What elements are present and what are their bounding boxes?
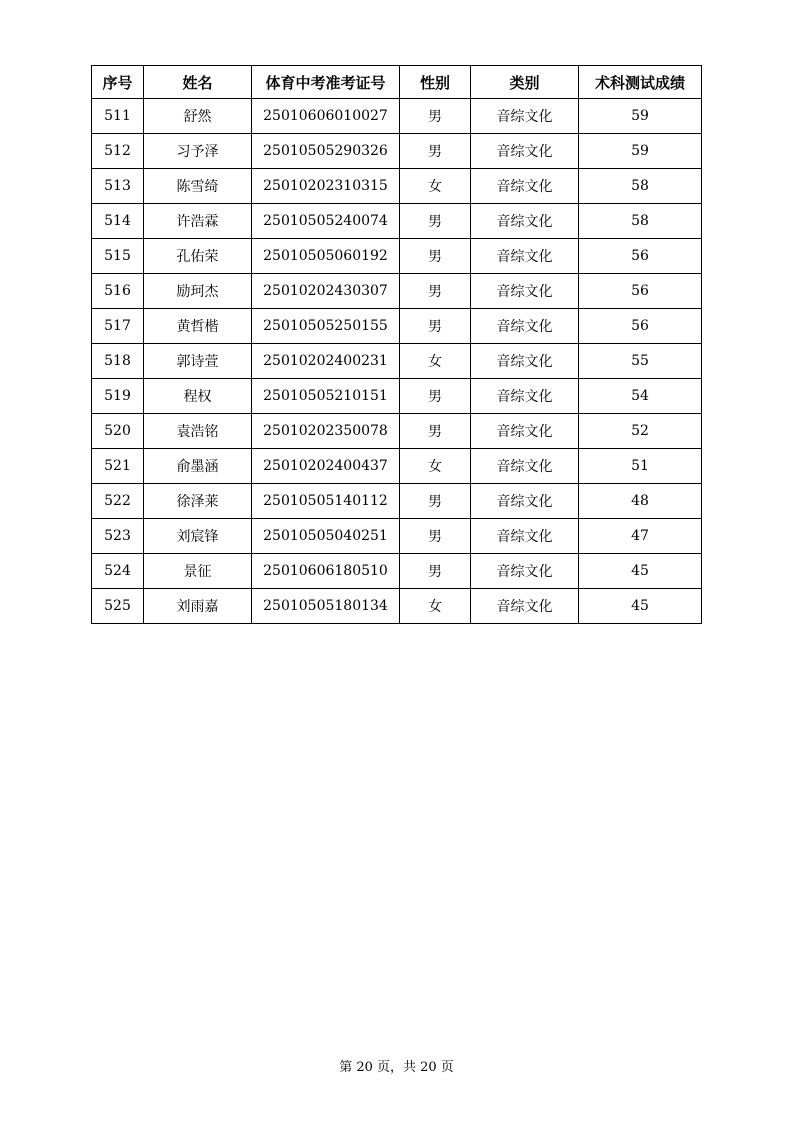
table-row (92, 379, 702, 414)
name-cell: 黄哲楷 (144, 309, 252, 344)
table-row (92, 274, 702, 309)
exam-ticket-number-cell: 25010505290326 (252, 134, 400, 169)
gender-cell: 男 (400, 484, 471, 519)
category-cell: 音综文化 (471, 134, 579, 169)
gender-cell: 男 (400, 519, 471, 554)
score-cell: 45 (579, 589, 702, 624)
category-cell: 音综文化 (471, 274, 579, 309)
serial-number-cell: 519 (92, 379, 144, 414)
name-cell: 刘雨嘉 (144, 589, 252, 624)
table-row (92, 484, 702, 519)
score-cell: 54 (579, 379, 702, 414)
header-exam-ticket-number: 体育中考准考证号 (252, 66, 400, 99)
name-cell: 许浩霖 (144, 204, 252, 239)
exam-ticket-number-cell: 25010202310315 (252, 169, 400, 204)
gender-cell: 男 (400, 134, 471, 169)
header-name: 姓名 (144, 66, 252, 99)
gender-cell: 男 (400, 99, 471, 134)
category-cell: 音综文化 (471, 554, 579, 589)
name-cell: 孔佑荣 (144, 239, 252, 274)
category-cell: 音综文化 (471, 379, 579, 414)
exam-ticket-number-cell: 25010202400231 (252, 344, 400, 379)
exam-ticket-number-cell: 25010505180134 (252, 589, 400, 624)
exam-ticket-number-cell: 25010606180510 (252, 554, 400, 589)
gender-cell: 男 (400, 414, 471, 449)
header-test-score: 术科测试成绩 (579, 66, 702, 99)
table-row (92, 414, 702, 449)
table-row (92, 309, 702, 344)
gender-cell: 男 (400, 239, 471, 274)
serial-number-cell: 523 (92, 519, 144, 554)
exam-ticket-number-cell: 25010505060192 (252, 239, 400, 274)
table-row (92, 169, 702, 204)
score-cell: 45 (579, 554, 702, 589)
table-row (92, 589, 702, 624)
serial-number-cell: 515 (92, 239, 144, 274)
table-row (92, 239, 702, 274)
gender-cell: 女 (400, 344, 471, 379)
name-cell: 刘宸锋 (144, 519, 252, 554)
exam-ticket-number-cell: 25010505250155 (252, 309, 400, 344)
serial-number-cell: 513 (92, 169, 144, 204)
serial-number-cell: 522 (92, 484, 144, 519)
category-cell: 音综文化 (471, 589, 579, 624)
gender-cell: 男 (400, 274, 471, 309)
score-cell: 59 (579, 134, 702, 169)
gender-cell: 女 (400, 589, 471, 624)
header-category: 类别 (471, 66, 579, 99)
category-cell: 音综文化 (471, 449, 579, 484)
name-cell: 励珂杰 (144, 274, 252, 309)
score-cell: 58 (579, 169, 702, 204)
category-cell: 音综文化 (471, 484, 579, 519)
exam-ticket-number-cell: 25010202350078 (252, 414, 400, 449)
exam-ticket-number-cell: 25010505240074 (252, 204, 400, 239)
header-serial-number: 序号 (92, 66, 144, 99)
name-cell: 徐泽莱 (144, 484, 252, 519)
table-row (92, 344, 702, 379)
table-row (92, 134, 702, 169)
exam-ticket-number-cell: 25010202400437 (252, 449, 400, 484)
gender-cell: 女 (400, 169, 471, 204)
name-cell: 舒然 (144, 99, 252, 134)
score-cell: 56 (579, 309, 702, 344)
score-table (91, 65, 702, 624)
name-cell: 景征 (144, 554, 252, 589)
table-header-row (92, 66, 702, 99)
score-cell: 58 (579, 204, 702, 239)
name-cell: 袁浩铭 (144, 414, 252, 449)
serial-number-cell: 511 (92, 99, 144, 134)
category-cell: 音综文化 (471, 414, 579, 449)
score-cell: 47 (579, 519, 702, 554)
serial-number-cell: 517 (92, 309, 144, 344)
serial-number-cell: 518 (92, 344, 144, 379)
table-row (92, 449, 702, 484)
category-cell: 音综文化 (471, 99, 579, 134)
table-row (92, 99, 702, 134)
gender-cell: 女 (400, 449, 471, 484)
name-cell: 郭诗萱 (144, 344, 252, 379)
exam-ticket-number-cell: 25010505210151 (252, 379, 400, 414)
score-cell: 56 (579, 239, 702, 274)
exam-ticket-number-cell: 25010606010027 (252, 99, 400, 134)
page-footer: 第 20 页，共 20 页 (339, 1060, 454, 1075)
serial-number-cell: 521 (92, 449, 144, 484)
category-cell: 音综文化 (471, 239, 579, 274)
category-cell: 音综文化 (471, 309, 579, 344)
gender-cell: 男 (400, 554, 471, 589)
category-cell: 音综文化 (471, 169, 579, 204)
gender-cell: 男 (400, 309, 471, 344)
exam-ticket-number-cell: 25010505040251 (252, 519, 400, 554)
table-row (92, 554, 702, 589)
score-table-container (91, 65, 702, 624)
category-cell: 音综文化 (471, 344, 579, 379)
serial-number-cell: 512 (92, 134, 144, 169)
category-cell: 音综文化 (471, 204, 579, 239)
gender-cell: 男 (400, 204, 471, 239)
name-cell: 习予泽 (144, 134, 252, 169)
serial-number-cell: 525 (92, 589, 144, 624)
gender-cell: 男 (400, 379, 471, 414)
score-cell: 59 (579, 99, 702, 134)
exam-ticket-number-cell: 25010202430307 (252, 274, 400, 309)
score-cell: 55 (579, 344, 702, 379)
header-gender: 性别 (400, 66, 471, 99)
name-cell: 陈雪绮 (144, 169, 252, 204)
score-cell: 48 (579, 484, 702, 519)
name-cell: 俞墨涵 (144, 449, 252, 484)
exam-ticket-number-cell: 25010505140112 (252, 484, 400, 519)
table-row (92, 519, 702, 554)
serial-number-cell: 520 (92, 414, 144, 449)
serial-number-cell: 514 (92, 204, 144, 239)
score-cell: 52 (579, 414, 702, 449)
table-row (92, 204, 702, 239)
score-cell: 56 (579, 274, 702, 309)
serial-number-cell: 516 (92, 274, 144, 309)
serial-number-cell: 524 (92, 554, 144, 589)
category-cell: 音综文化 (471, 519, 579, 554)
score-cell: 51 (579, 449, 702, 484)
name-cell: 程权 (144, 379, 252, 414)
